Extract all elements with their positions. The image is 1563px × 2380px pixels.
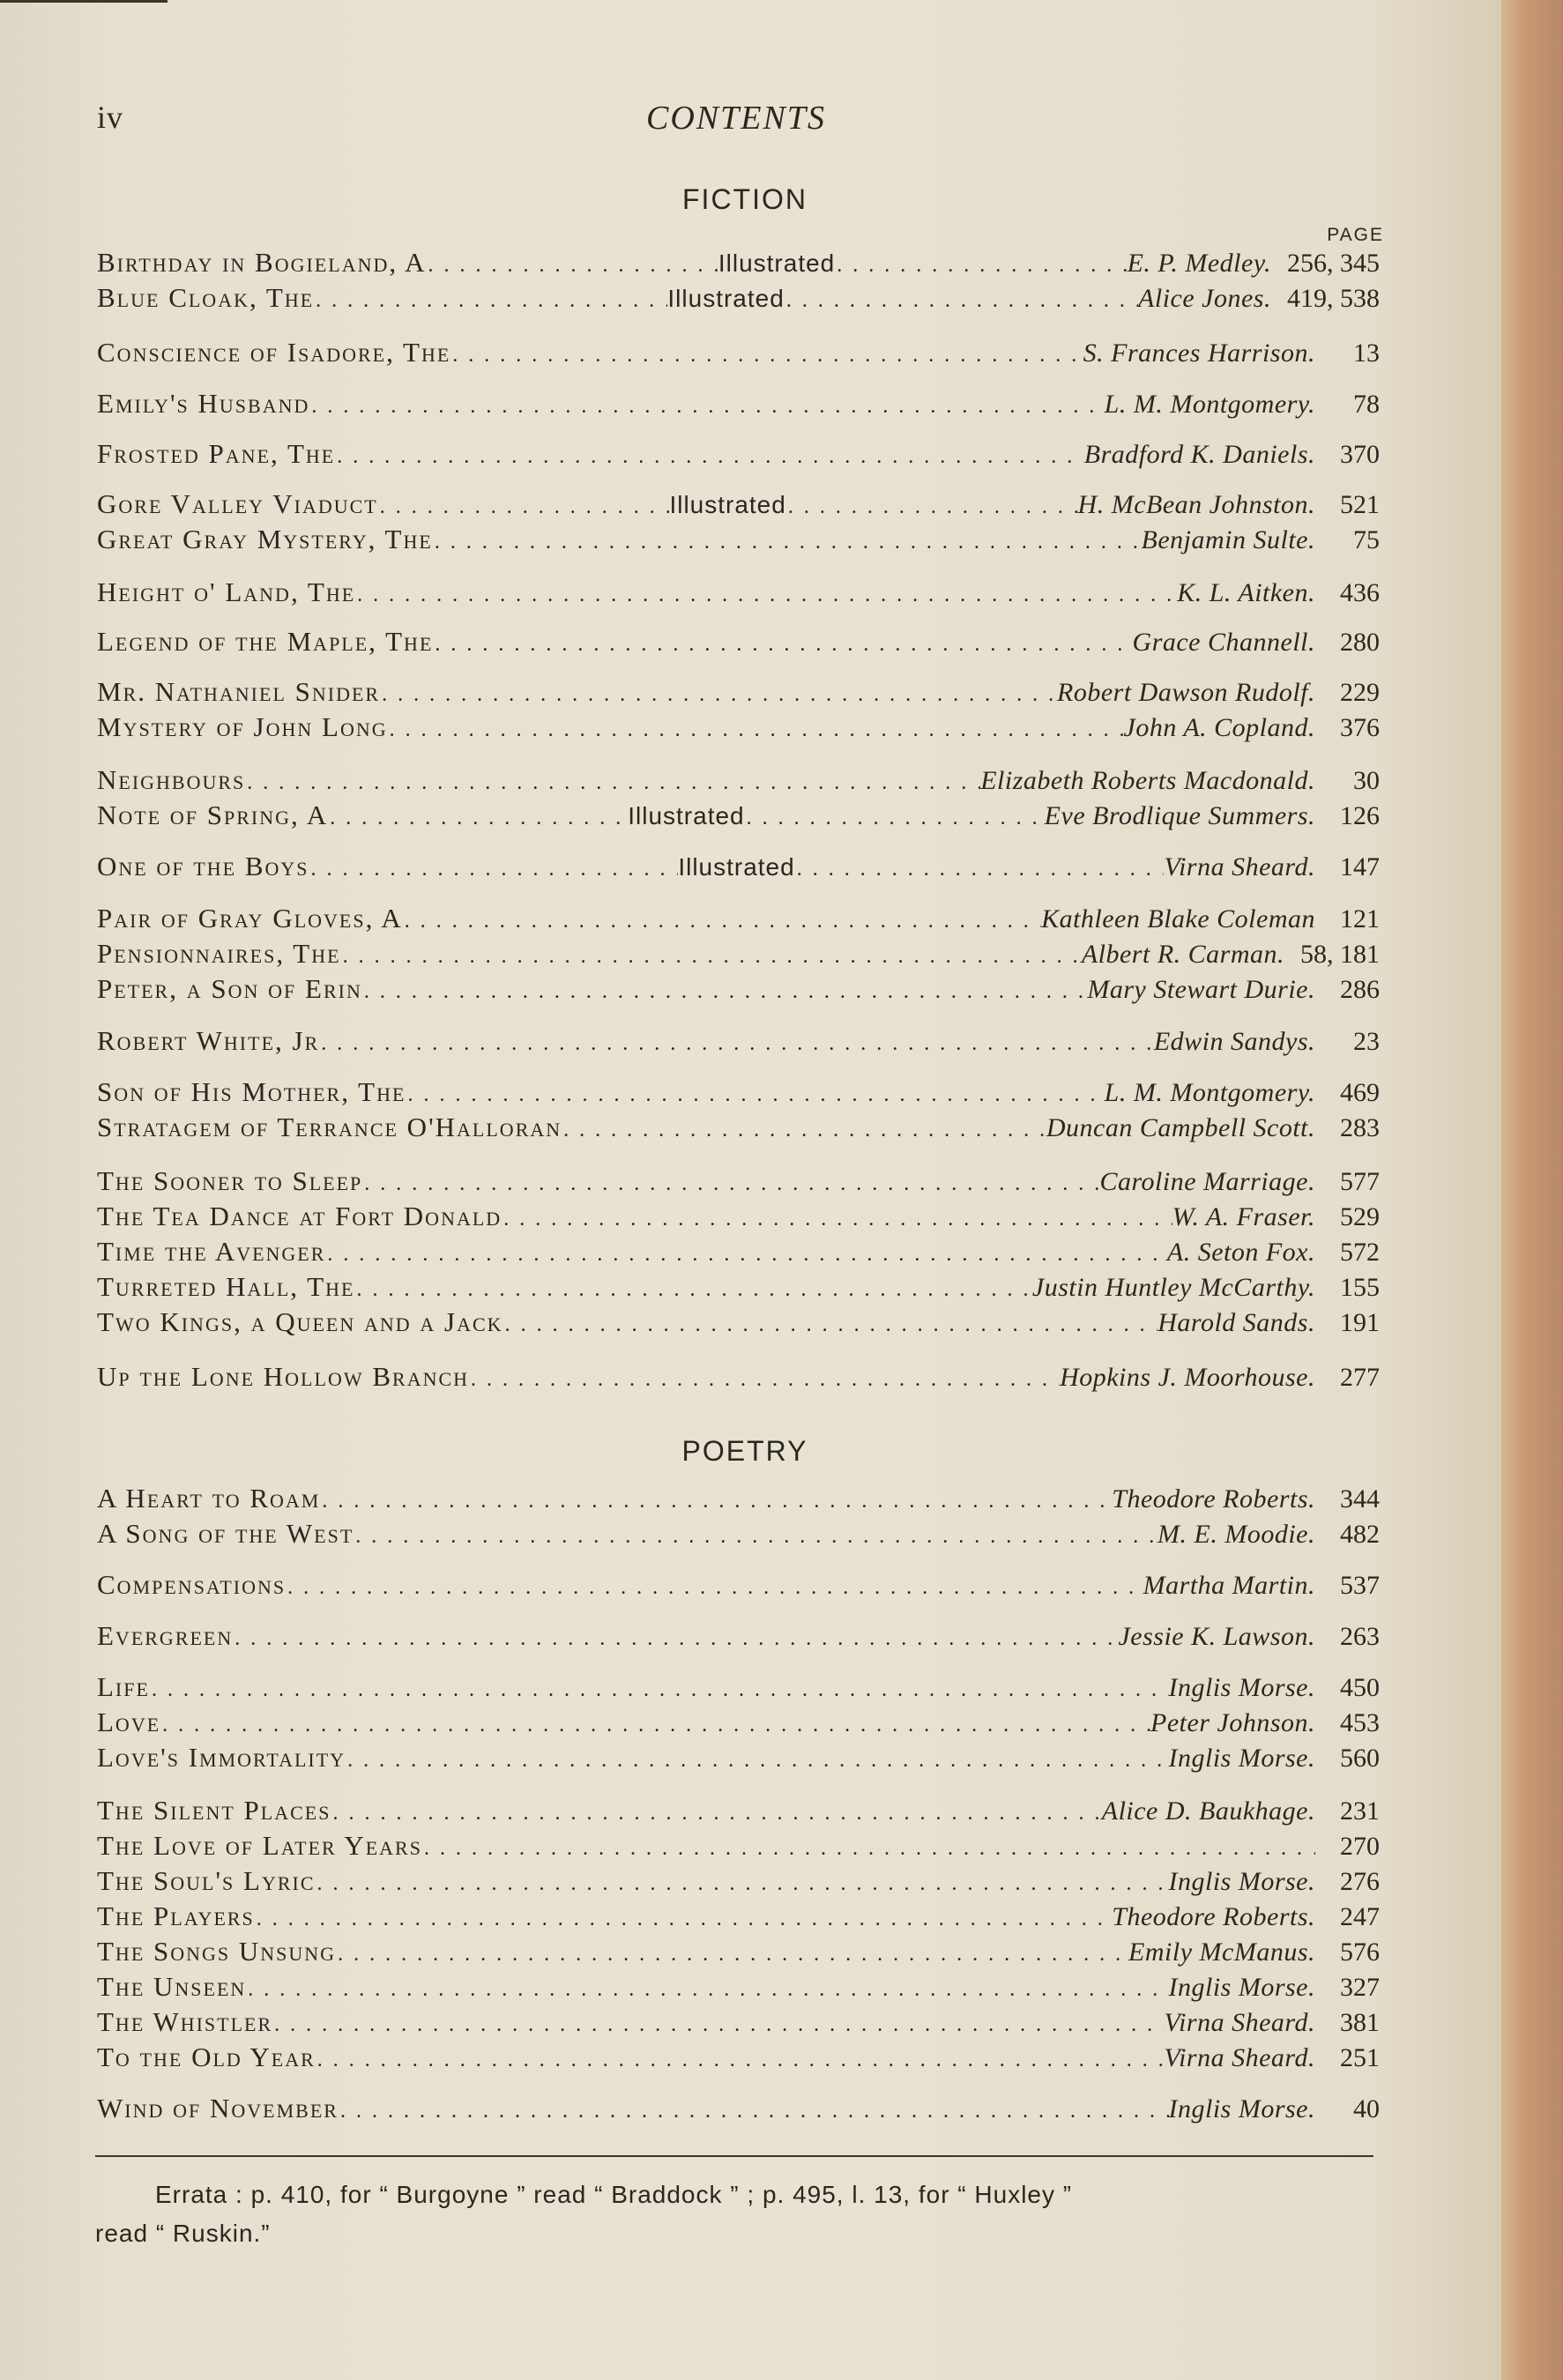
entry-title: Gore Valley Viaduct [97,488,378,519]
top-edge-line [0,0,167,3]
entry-page-number: 30 [1353,766,1380,795]
entry-title: Mr. Nathaniel Snider [97,676,381,707]
leader-dots [786,495,1078,519]
page-header [97,99,1375,143]
entry-title: Conscience of Isadore, The [97,337,451,368]
entry-author: K. L. Aitken. [1177,578,1315,607]
fiction-entry [97,1076,1380,1112]
entry-title: Frosted Pane, The [97,438,336,469]
fiction-entry [97,1271,1380,1306]
entry-title: Note of Spring, A [97,800,329,830]
entry-author: Hopkins J. Moorhouse. [1060,1363,1315,1392]
entry-title: Great Gray Mystery, The [97,524,433,554]
poetry-entry [97,1900,1380,1936]
fiction-entry [97,1165,1380,1201]
leader-dots [433,531,1142,554]
leader-dots [309,858,679,881]
leader-dots [403,910,1041,933]
entry-title: The Love of Later Years [97,1830,422,1861]
entry-title: Neighbours [97,764,246,795]
entry-title: The Sooner to Sleep [97,1165,363,1196]
leader-dots [325,1243,1166,1267]
leader-dots [272,2013,1164,2037]
entry-author: Virna Sheard. [1164,2008,1315,2037]
entry-page-number: 419, 538 [1286,284,1380,313]
entry-author: Virna Sheard. [1164,852,1315,881]
page-title: CONTENTS [646,100,826,137]
entry-page-number: 40 [1353,2094,1380,2123]
entry-page-number: 23 [1353,1027,1380,1056]
entry-author: L. M. Montgomery. [1104,1078,1315,1107]
entry-author: H. McBean Johnston. [1077,490,1315,519]
fiction-entry [97,576,1380,612]
entry-page-number: 229 [1340,678,1380,707]
entry-author: Theodore Roberts. [1112,1484,1315,1514]
leader-dots [336,1943,1128,1967]
leader-dots [422,1837,1315,1861]
fiction-entry [97,438,1380,473]
entry-title: Stratagem of Terrance O'Halloran [97,1112,562,1142]
page-column-label: PAGE [1327,225,1384,245]
entry-author: Peter Johnson. [1150,1708,1315,1737]
poetry-entry [97,1569,1380,1604]
entry-author: L. M. Montgomery. [1104,390,1315,419]
leader-dots [331,1802,1101,1826]
entry-title: Pensionnaires, The [97,938,341,969]
entry-title: Love [97,1707,161,1737]
entry-page-number: 147 [1339,852,1380,881]
entry-author: Inglis Morse. [1168,1744,1315,1773]
entry-page-number: 327 [1340,1973,1380,2002]
leader-dots [406,1083,1104,1107]
errata-rule [95,2155,1373,2157]
entry-author: S. Frances Harrison. [1083,338,1315,368]
fiction-entry [97,337,1380,372]
errata-line-1: Errata : p. 410, for “ Burgoyne ” read “ Braddock ” ; p. 495, l. 13, for “ Huxley ” [155,2181,1073,2208]
entry-author: Inglis Morse. [1168,2094,1315,2123]
entry-page-number: 251 [1340,2043,1380,2072]
leader-dots [335,445,1084,469]
leader-dots [745,807,1045,830]
leader-dots [328,807,628,830]
entry-illustrated-note: Illustrated [669,491,786,518]
entry-author: Albert R. Carman. [1081,940,1284,969]
fiction-entry [97,764,1380,800]
page-number: iv [97,100,124,135]
entry-author: Theodore Roberts. [1112,1902,1315,1931]
entry-illustrated-note: Illustrated [667,285,785,312]
leader-dots [362,1172,1099,1196]
leader-dots [319,1032,1154,1056]
entry-page-number: 286 [1340,975,1380,1004]
entry-author: A. Seton Fox. [1166,1238,1315,1267]
entry-page-number: 276 [1340,1867,1380,1896]
leader-dots [233,1627,1118,1651]
poetry-entry [97,1795,1380,1830]
entry-page-number: 75 [1353,525,1380,554]
entry-title: Love's Immortality [97,1742,346,1773]
entry-title: Peter, a Son of Erin [97,973,362,1004]
leader-dots [246,1978,1168,2002]
poetry-entry [97,1971,1380,2006]
entry-title: The Songs Unsung [97,1936,337,1967]
leader-dots [339,2100,1169,2123]
entry-author: Justin Huntley McCarthy. [1031,1273,1315,1302]
entry-author: John A. Copland. [1123,713,1315,742]
entry-page-number: 78 [1353,390,1380,419]
entry-author: Eve Brodlique Summers. [1044,801,1315,830]
leader-dots [245,771,980,795]
fiction-entry [97,626,1380,661]
poetry-entry [97,1742,1380,1777]
leader-dots [286,1576,1143,1600]
entry-author: Grace Channell. [1132,628,1315,657]
fiction-entry [97,1201,1380,1236]
leader-dots [346,1749,1168,1773]
fiction-entry [97,488,1380,524]
entry-author: Alice Jones. [1138,284,1271,313]
entry-page-number: 58, 181 [1300,940,1380,969]
fiction-entry [97,388,1380,423]
fiction-entry [97,1112,1380,1147]
entry-title: To the Old Year [97,2042,316,2072]
errata-note [95,2175,1391,2253]
fiction-entry [97,1361,1380,1396]
entry-title: Wind of November [97,2093,339,2123]
leader-dots [469,1368,1060,1392]
entry-title: Two Kings, a Queen and a Jack [97,1306,503,1337]
fiction-entry [97,851,1380,886]
entry-author: Bradford K. Daniels. [1083,440,1315,469]
fiction-entry [97,524,1380,559]
entry-title: The Players [97,1900,255,1931]
entry-page-number: 344 [1340,1484,1380,1514]
leader-dots [314,289,667,313]
entry-page-number: 277 [1340,1363,1380,1392]
entry-author: Harold Sands. [1157,1308,1315,1337]
entry-title: Emily's Husband [97,388,310,419]
entry-author: Elizabeth Roberts Macdonald. [980,766,1315,795]
entry-title: A Song of the West [97,1518,354,1549]
leader-dots [378,495,670,519]
leader-dots [341,945,1082,969]
leader-dots [354,1525,1157,1549]
entry-author: Inglis Morse. [1168,1973,1315,2002]
entry-illustrated-note: Illustrated [628,802,745,829]
poetry-entry [97,1936,1380,1971]
fiction-entry [97,938,1380,973]
entry-page-number: 283 [1340,1113,1380,1142]
poetry-entry [97,1483,1380,1518]
poetry-entry [97,1518,1380,1553]
entry-page-number: 521 [1339,490,1380,519]
poetry-entry [97,1620,1380,1655]
entry-title: Evergreen [97,1620,234,1651]
fiction-heading: FICTION [682,183,808,215]
poetry-entry [97,1671,1380,1707]
entry-page-number: 270 [1340,1832,1380,1861]
fiction-entry [97,1025,1380,1060]
entry-title: Pair of Gray Gloves, A [97,903,403,933]
entry-title: Blue Cloak, The [97,282,315,313]
entry-author: Kathleen Blake Coleman [1041,904,1315,933]
leader-dots [150,1678,1169,1702]
entry-author: Jessie K. Lawson. [1118,1622,1315,1651]
leader-dots [380,683,1057,707]
entry-page-number: 231 [1340,1796,1380,1826]
entry-title: The Silent Places [97,1795,331,1826]
entry-page-number: 576 [1340,1937,1380,1967]
entry-page-number: 280 [1340,628,1380,657]
entry-title: One of the Boys [97,851,309,881]
entry-page-number: 560 [1340,1744,1380,1773]
entry-page-number: 469 [1340,1078,1380,1107]
entry-page-number: 537 [1340,1571,1380,1600]
leader-dots [450,344,1083,368]
entry-title: The Unseen [97,1971,247,2002]
leader-dots [503,1313,1158,1337]
leader-dots [795,858,1165,881]
fiction-entry [97,711,1380,747]
entry-author: Duncan Campbell Scott. [1046,1113,1315,1142]
entry-author: Inglis Morse. [1168,1867,1315,1896]
entry-title: Birthday in Bogieland, A [97,247,427,278]
entry-page-number: 577 [1340,1167,1380,1196]
leader-dots [785,289,1138,313]
fiction-entry [97,800,1380,835]
errata-line-2: read “ Ruskin.” [95,2220,271,2247]
fiction-entry [97,973,1380,1008]
leader-dots [354,1278,1031,1302]
entry-page-number: 376 [1340,713,1380,742]
fiction-entry [97,1306,1380,1342]
entry-title: Height o' Land, The [97,576,356,607]
leader-dots [388,718,1124,742]
poetry-entry [97,1830,1380,1865]
entry-page-number: 381 [1340,2008,1380,2037]
entry-title: The Tea Dance at Fort Donald [97,1201,502,1231]
fiction-entry [97,247,1380,282]
leader-dots [562,1119,1046,1142]
entry-title: Son of His Mother, The [97,1076,406,1107]
leader-dots [309,395,1104,419]
leader-dots [320,1490,1112,1514]
entry-author: Mary Stewart Durie. [1087,975,1315,1004]
entry-title: Turreted Hall, The [97,1271,355,1302]
leader-dots [255,1908,1113,1931]
entry-title: The Soul's Lyric [97,1865,316,1896]
page-edge [1501,0,1563,2380]
fiction-entry [97,676,1380,711]
leader-dots [316,2049,1165,2072]
entry-page-number: 247 [1340,1902,1380,1931]
entry-page-number: 482 [1340,1520,1380,1549]
poetry-heading: POETRY [681,1435,808,1467]
entry-page-number: 256, 345 [1286,249,1380,278]
leader-dots [427,254,718,278]
entry-page-number: 126 [1340,801,1380,830]
entry-title: The Whistler [97,2006,273,2037]
entry-title: A Heart to Roam [97,1483,321,1514]
poetry-entry [97,2093,1380,2128]
poetry-entry [97,2042,1380,2077]
entry-author: Benjamin Sulte. [1141,525,1315,554]
entry-page-number: 450 [1340,1673,1380,1702]
fiction-entry [97,903,1380,938]
fiction-entry [97,1236,1380,1271]
leader-dots [362,980,1088,1004]
entry-page-number: 529 [1340,1202,1380,1231]
entry-title: Robert White, Jr [97,1025,320,1056]
entry-author: Martha Martin. [1142,1571,1315,1600]
entry-author: Caroline Marriage. [1099,1167,1315,1196]
entry-author: Alice D. Baukhage. [1101,1796,1315,1826]
entry-illustrated-note: Illustrated [718,249,836,277]
entry-title: Life [97,1671,150,1702]
entry-page-number: 263 [1340,1622,1380,1651]
leader-dots [433,633,1132,657]
entry-page-number: 572 [1340,1238,1380,1267]
poetry-entry [97,2006,1380,2042]
entry-author: W. A. Fraser. [1172,1202,1315,1231]
entry-page-number: 453 [1340,1708,1380,1737]
entry-author: Inglis Morse. [1168,1673,1315,1702]
entry-title: Time the Avenger [97,1236,326,1267]
entry-author: E. P. Medley. [1127,249,1271,278]
leader-dots [316,1872,1169,1896]
leader-dots [502,1208,1172,1231]
leader-dots [160,1714,1150,1737]
entry-page-number: 191 [1340,1308,1380,1337]
entry-author: M. E. Moodie. [1157,1520,1315,1549]
entry-page-number: 13 [1353,338,1380,368]
fiction-entry [97,282,1380,317]
entry-page-number: 155 [1340,1273,1380,1302]
entry-page-number: 121 [1340,904,1380,933]
entry-title: Legend of the Maple, The [97,626,434,657]
poetry-entry [97,1707,1380,1742]
entry-title: Compensations [97,1569,287,1600]
poetry-entry [97,1865,1380,1900]
entry-author: Virna Sheard. [1164,2043,1315,2072]
entry-illustrated-note: Illustrated [678,853,795,881]
leader-dots [835,254,1127,278]
leader-dots [355,584,1177,607]
entry-page-number: 436 [1340,578,1380,607]
entry-title: Mystery of John Long [97,711,388,742]
entry-author: Edwin Sandys. [1153,1027,1315,1056]
entry-author: Emily McManus. [1128,1937,1315,1967]
entry-author: Robert Dawson Rudolf. [1057,678,1315,707]
entry-title: Up the Lone Hollow Branch [97,1361,470,1392]
entry-page-number: 370 [1340,440,1380,469]
